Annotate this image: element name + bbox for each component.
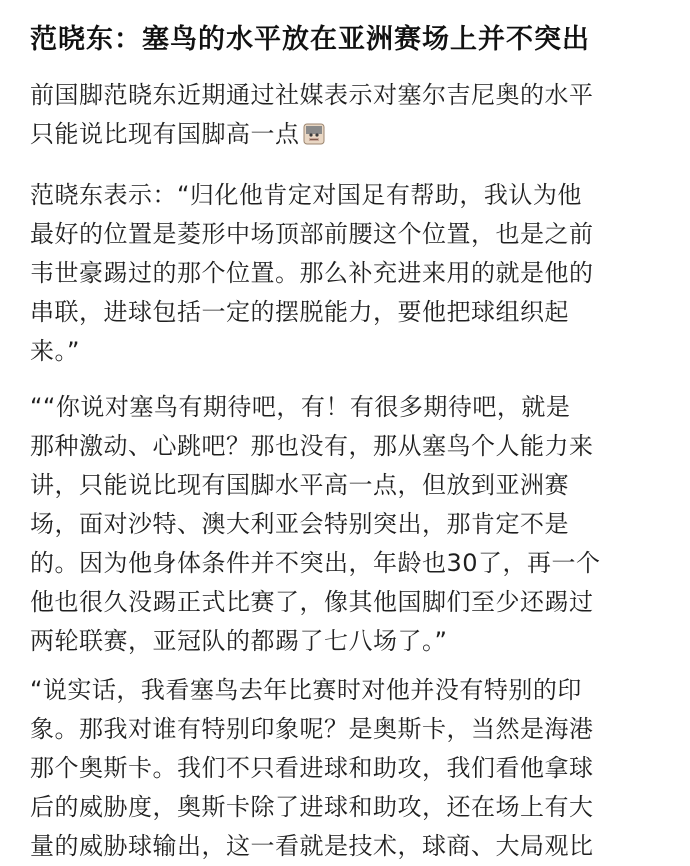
paragraph-line: 那种激动、心跳吧？那也没有，那从塞鸟个人能力来 (30, 432, 594, 460)
lead-line: 只能说比现有国脚高一点 (30, 120, 300, 148)
paragraph-line: 量的威胁球输出，这一看就是技术，球商、大局观比 (30, 832, 594, 860)
paragraph-line: 象。那我对谁有特别印象呢？是奥斯卡，当然是海港 (30, 715, 594, 743)
paragraph-line: 来。” (30, 337, 80, 365)
paragraph-line: 韦世豪踢过的那个位置。那么补充进来用的就是他的 (30, 259, 594, 287)
quote-paragraph-2 (30, 388, 670, 661)
paragraph-line: 他也很久没踢正式比赛了，像其他国脚们至少还踢过 (30, 588, 594, 616)
paragraph-line: 串联，进球包括一定的摆脱能力，要他把球组织起 (30, 298, 569, 326)
article-title: 范晓东：塞鸟的水平放在亚洲赛场上并不突出 (30, 24, 590, 55)
paragraph-line: 两轮联赛，亚冠队的都踢了七八场了。” (30, 627, 448, 655)
lead-line-with-emoji (30, 115, 670, 154)
paragraph-line: 最好的位置是菱形中场顶部前腰这个位置，也是之前 (30, 220, 594, 248)
quote-paragraph-1 (30, 176, 670, 371)
lead-line: 前国脚范晓东近期通过社媒表示对塞尔吉尼奥的水平 (30, 81, 594, 109)
face-emoji-icon (303, 123, 325, 145)
article-lead (30, 76, 670, 154)
paragraph-line: 范晓东表示：“归化他肯定对国足有帮助，我认为他 (30, 181, 582, 209)
paragraph-line: 的。因为他身体条件并不突出，年龄也30了，再一个 (30, 549, 601, 577)
paragraph-line: ““你说对塞鸟有期待吧，有！有很多期待吧，就是 (30, 393, 571, 421)
paragraph-line: “说实话，我看塞鸟去年比赛时对他并没有特别的印 (30, 676, 582, 704)
paragraph-line: 后的威胁度，奥斯卡除了进球和助攻，还在场上有大 (30, 793, 594, 821)
paragraph-line: 场，面对沙特、澳大利亚会特别突出，那肯定不是 (30, 510, 569, 538)
paragraph-line: 讲，只能说比现有国脚水平高一点，但放到亚洲赛 (30, 471, 569, 499)
quote-paragraph-3 (30, 671, 670, 866)
paragraph-line: 那个奥斯卡。我们不只看进球和助攻，我们看他拿球 (30, 754, 594, 782)
